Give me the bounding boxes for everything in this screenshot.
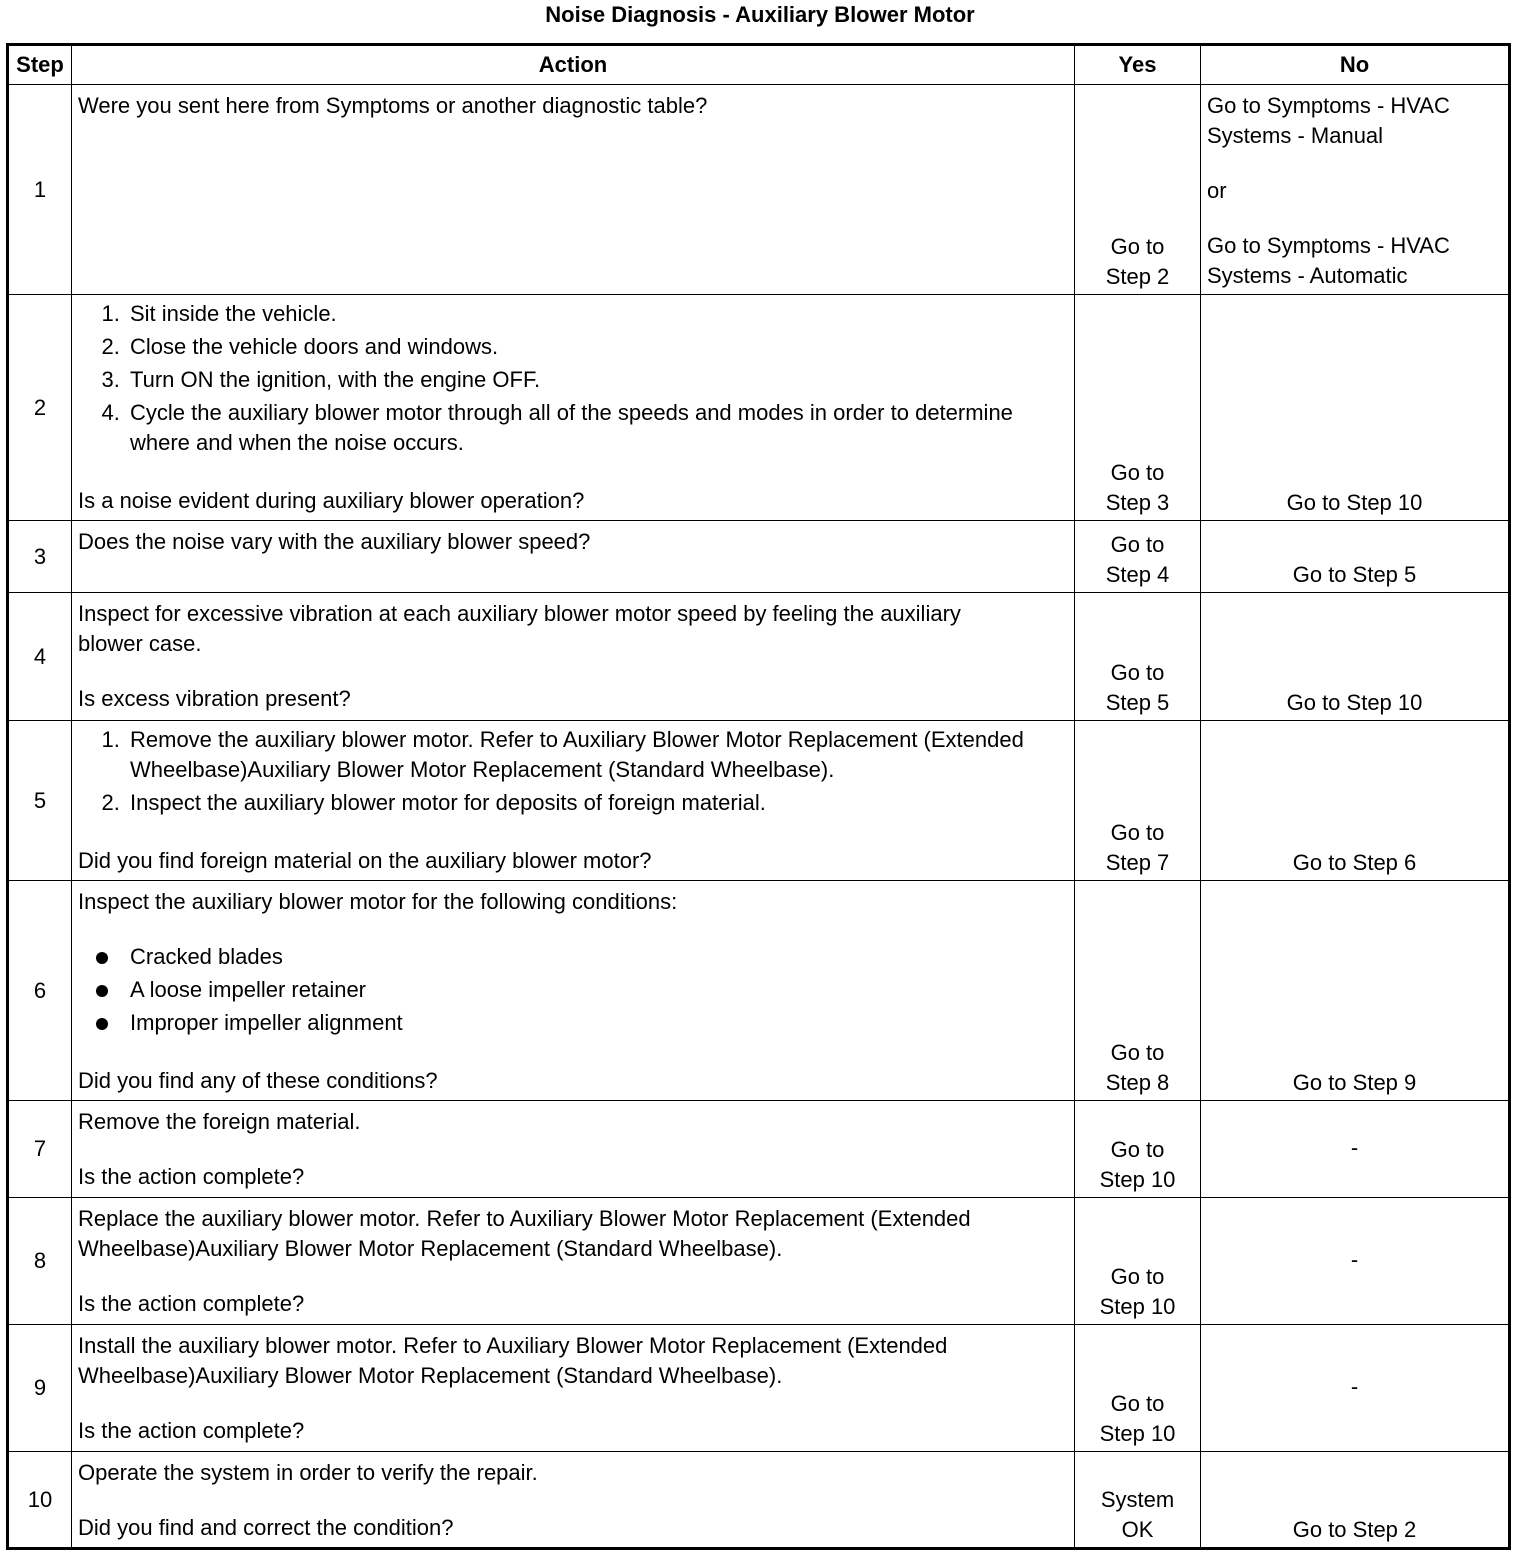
step-number: 3 bbox=[8, 521, 72, 593]
yes-line: Step 2 bbox=[1105, 264, 1170, 289]
step-number: 1 bbox=[8, 85, 72, 295]
action-text: Operate the system in order to verify the repair. bbox=[78, 1460, 538, 1485]
yes-line: Go to bbox=[1110, 532, 1165, 557]
procedure-item: 1. Sit inside the vehicle. bbox=[126, 299, 1070, 329]
no-cell bbox=[1201, 85, 1510, 295]
action-question: Is a noise evident during auxiliary blower operation? bbox=[78, 488, 585, 513]
yes-line: Step 8 bbox=[1105, 1070, 1170, 1095]
action-cell bbox=[72, 85, 1075, 295]
table-row bbox=[8, 881, 1510, 1101]
step-number: 6 bbox=[8, 881, 72, 1101]
action-cell bbox=[72, 295, 1075, 521]
yes-cell bbox=[1075, 881, 1201, 1101]
no-cell: - bbox=[1201, 1101, 1510, 1198]
step-number: 9 bbox=[8, 1325, 72, 1452]
no-line: Systems - Manual bbox=[1207, 123, 1384, 148]
yes-line: Go to bbox=[1110, 234, 1165, 259]
no-line: or bbox=[1207, 178, 1227, 203]
no-cell: Go to Step 6 bbox=[1201, 721, 1510, 881]
action-text: Replace the auxiliary blower motor. Refer to Auxiliary Blower Motor Replacement (Extended Wheelbase)Auxiliary Blower Motor Replacement (Standard Wheelbase). bbox=[78, 1206, 971, 1261]
action-question: Does the noise vary with the auxiliary blower speed? bbox=[78, 529, 591, 554]
yes-cell bbox=[1075, 1325, 1201, 1452]
list-item: Cracked blades bbox=[126, 942, 1070, 972]
diagnostic-table bbox=[6, 43, 1511, 1550]
no-line: Systems - Automatic bbox=[1207, 263, 1408, 288]
yes-line: Go to bbox=[1110, 820, 1165, 845]
yes-cell bbox=[1075, 1101, 1201, 1198]
table-row bbox=[8, 1198, 1510, 1325]
action-question: Is the action complete? bbox=[78, 1164, 305, 1189]
action-cell bbox=[72, 1101, 1075, 1198]
table-row bbox=[8, 1452, 1510, 1549]
table-row bbox=[8, 521, 1510, 593]
list-item: Improper impeller alignment bbox=[126, 1008, 1070, 1038]
yes-line: Step 4 bbox=[1105, 562, 1170, 587]
table-row bbox=[8, 295, 1510, 521]
action-cell bbox=[72, 881, 1075, 1101]
bullet-icon bbox=[96, 985, 108, 997]
table-row bbox=[8, 1101, 1510, 1198]
action-question: Did you find foreign material on the auxiliary blower motor? bbox=[78, 848, 652, 873]
no-cell: - bbox=[1201, 1325, 1510, 1452]
procedure-item: 1. Remove the auxiliary blower motor. Refer to Auxiliary Blower Motor Replacement (Extended Wheelbase)Auxiliary Blower Motor Replacement (Standard Wheelbase). bbox=[126, 725, 1070, 785]
step-number: 7 bbox=[8, 1101, 72, 1198]
header-yes: Yes bbox=[1075, 45, 1201, 85]
yes-cell bbox=[1075, 295, 1201, 521]
action-question: Were you sent here from Symptoms or another diagnostic table? bbox=[78, 93, 708, 118]
yes-cell bbox=[1075, 593, 1201, 721]
action-cell bbox=[72, 721, 1075, 881]
action-cell bbox=[72, 593, 1075, 721]
yes-line: Go to bbox=[1110, 660, 1165, 685]
table-row bbox=[8, 593, 1510, 721]
step-number: 10 bbox=[8, 1452, 72, 1549]
yes-line: Step 7 bbox=[1105, 850, 1170, 875]
yes-line: Step 3 bbox=[1105, 490, 1170, 515]
no-cell: Go to Step 10 bbox=[1201, 295, 1510, 521]
yes-line: Go to bbox=[1110, 1040, 1165, 1065]
action-question: Did you find and correct the condition? bbox=[78, 1515, 454, 1540]
yes-line: Go to bbox=[1110, 1391, 1165, 1416]
bullet-icon bbox=[96, 952, 108, 964]
yes-cell bbox=[1075, 85, 1201, 295]
action-cell bbox=[72, 521, 1075, 593]
yes-line: OK bbox=[1121, 1517, 1154, 1542]
no-cell: Go to Step 2 bbox=[1201, 1452, 1510, 1549]
header-action: Action bbox=[72, 45, 1075, 85]
list-item: A loose impeller retainer bbox=[126, 975, 1070, 1005]
procedure-list bbox=[78, 725, 1070, 818]
action-question: Is excess vibration present? bbox=[78, 686, 351, 711]
procedure-item: 4. Cycle the auxiliary blower motor through all of the speeds and modes in order to determine where and when the noise occurs. bbox=[126, 398, 1070, 458]
action-question: Is the action complete? bbox=[78, 1418, 305, 1443]
action-text: Install the auxiliary blower motor. Refer to Auxiliary Blower Motor Replacement (Extended Wheelbase)Auxiliary Blower Motor Replacement (Standard Wheelbase). bbox=[78, 1333, 948, 1388]
yes-line: Step 10 bbox=[1099, 1294, 1176, 1319]
yes-line: Step 10 bbox=[1099, 1421, 1176, 1446]
condition-list bbox=[78, 942, 1070, 1038]
action-text: Remove the foreign material. bbox=[78, 1109, 361, 1134]
procedure-item: 2. Close the vehicle doors and windows. bbox=[126, 332, 1070, 362]
action-question: Is the action complete? bbox=[78, 1291, 305, 1316]
step-number: 5 bbox=[8, 721, 72, 881]
no-cell: Go to Step 9 bbox=[1201, 881, 1510, 1101]
table-row bbox=[8, 1325, 1510, 1452]
action-question: Did you find any of these conditions? bbox=[78, 1068, 438, 1093]
action-cell bbox=[72, 1198, 1075, 1325]
yes-cell bbox=[1075, 521, 1201, 593]
action-text: Inspect the auxiliary blower motor for the following conditions: bbox=[78, 889, 678, 914]
header-step: Step bbox=[8, 45, 72, 85]
yes-line: Step 5 bbox=[1105, 690, 1170, 715]
header-no: No bbox=[1201, 45, 1510, 85]
step-number: 4 bbox=[8, 593, 72, 721]
table-row bbox=[8, 85, 1510, 295]
no-cell: - bbox=[1201, 1198, 1510, 1325]
header-row bbox=[8, 45, 1510, 85]
no-cell: Go to Step 10 bbox=[1201, 593, 1510, 721]
step-number: 2 bbox=[8, 295, 72, 521]
step-number: 8 bbox=[8, 1198, 72, 1325]
table-row bbox=[8, 721, 1510, 881]
yes-line: Go to bbox=[1110, 460, 1165, 485]
procedure-item: 3. Turn ON the ignition, with the engine OFF. bbox=[126, 365, 1070, 395]
page-title: Noise Diagnosis - Auxiliary Blower Motor bbox=[545, 2, 975, 27]
action-cell bbox=[72, 1325, 1075, 1452]
no-line: Go to Symptoms - HVAC bbox=[1207, 93, 1450, 118]
yes-cell bbox=[1075, 721, 1201, 881]
yes-line: System bbox=[1100, 1487, 1175, 1512]
procedure-list bbox=[78, 299, 1070, 458]
bullet-icon bbox=[96, 1018, 108, 1030]
no-line: Go to Symptoms - HVAC bbox=[1207, 233, 1450, 258]
yes-line: Go to bbox=[1110, 1264, 1165, 1289]
yes-line: Step 10 bbox=[1099, 1167, 1176, 1192]
yes-cell bbox=[1075, 1198, 1201, 1325]
yes-cell bbox=[1075, 1452, 1201, 1549]
procedure-item: 2. Inspect the auxiliary blower motor for deposits of foreign material. bbox=[126, 788, 1070, 818]
action-text: Inspect for excessive vibration at each auxiliary blower motor speed by feeling the auxiliary blower case. bbox=[78, 601, 961, 656]
no-cell: Go to Step 5 bbox=[1201, 521, 1510, 593]
action-cell bbox=[72, 1452, 1075, 1549]
yes-line: Go to bbox=[1110, 1137, 1165, 1162]
